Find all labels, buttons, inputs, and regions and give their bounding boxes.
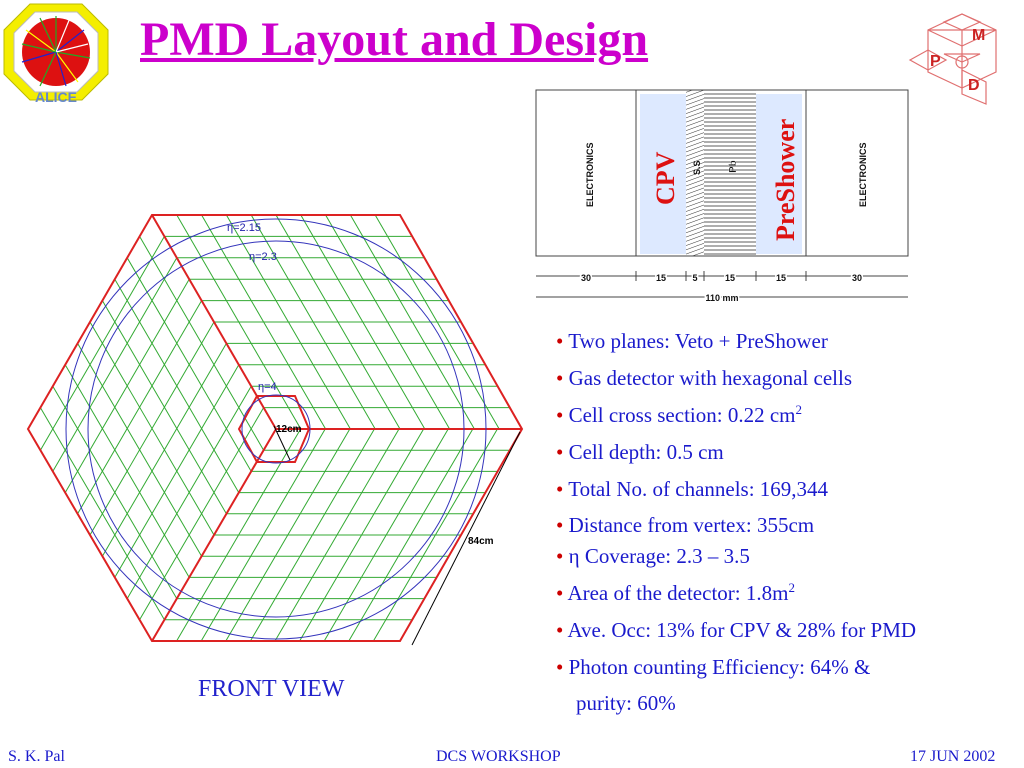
preshower-label: PreShower [771, 118, 800, 241]
bullet-dot: • [556, 544, 569, 568]
dimension-84cm-label: 84cm [468, 536, 494, 547]
alice-logo-text: ALICE [35, 89, 77, 105]
dim-cpv: 15 [655, 273, 667, 283]
bullet-dot: • [556, 618, 568, 642]
dim-lead: 15 [724, 273, 736, 283]
footer-date: 17 JUN 2002 [910, 748, 996, 765]
dim-total: 110 mm [705, 293, 739, 303]
dimension-12cm-label: 12cm [276, 424, 302, 435]
pmd-logo [906, 10, 1018, 110]
front-view-caption: FRONT VIEW [198, 676, 345, 702]
pmd-logo-d: D [968, 77, 980, 94]
bullet-dot: • [556, 477, 569, 501]
electronics-left-label: ELECTRONICS [585, 142, 595, 207]
bullet-dot: • [556, 366, 569, 390]
pmd-logo-p: P [930, 53, 941, 70]
bullet-item: • Cell depth: 0.5 cm [556, 440, 724, 464]
dim-right-electronics: 30 [851, 273, 863, 283]
lead-label: Pb [728, 160, 739, 173]
bullet-item: • Ave. Occ: 13% for CPV & 28% for PMD [556, 618, 917, 642]
bullet-item: • Photon counting Efficiency: 64% & [556, 655, 871, 679]
footer-author: S. K. Pal [8, 748, 65, 765]
bullet-item: • Cell cross section: 0.22 $cm^2$ [556, 402, 802, 427]
alice-logo [0, 0, 112, 105]
pmd-logo-m: M [972, 27, 986, 44]
footer-event: DCS WORKSHOP [436, 748, 561, 765]
eta-label-2-15: η=2.15 [227, 222, 261, 234]
bullet-item: • Distance from vertex: 355cm [556, 513, 815, 537]
bullet-dot: • [556, 403, 569, 427]
dim-left-electronics: 30 [580, 273, 592, 283]
bullet-item: • Gas detector with hexagonal cells [556, 366, 853, 390]
bullet-item: • Total No. of channels: 169,344 [556, 477, 829, 501]
eta-label-4: η=4 [258, 381, 277, 393]
dim-preshower: 15 [775, 273, 787, 283]
cpv-label: CPV [651, 151, 680, 205]
bullet-dot: • [556, 440, 569, 464]
steel-label: S.S [692, 160, 702, 175]
side-view-diagram [530, 85, 915, 305]
front-view-diagram [20, 200, 530, 650]
electronics-right-label: ELECTRONICS [858, 142, 868, 207]
bullet-dot: • [556, 513, 569, 537]
bullet-item: • η Coverage: 2.3 – 3.5 [556, 544, 750, 568]
dim-steel: 5 [692, 273, 698, 283]
eta-label-2-3: η=2.3 [249, 251, 277, 263]
bullet-dot: • [556, 329, 569, 353]
bullet-dot: • [556, 655, 569, 679]
slide-title: PMD Layout and Design [140, 13, 649, 66]
bullet-continuation: purity: 60% [576, 691, 676, 715]
bullet-item: • Area of the detector: $1.8m^2$ [556, 580, 795, 605]
bullet-dot: • [556, 581, 568, 605]
bullet-item: • Two planes: Veto + PreShower [556, 329, 828, 353]
